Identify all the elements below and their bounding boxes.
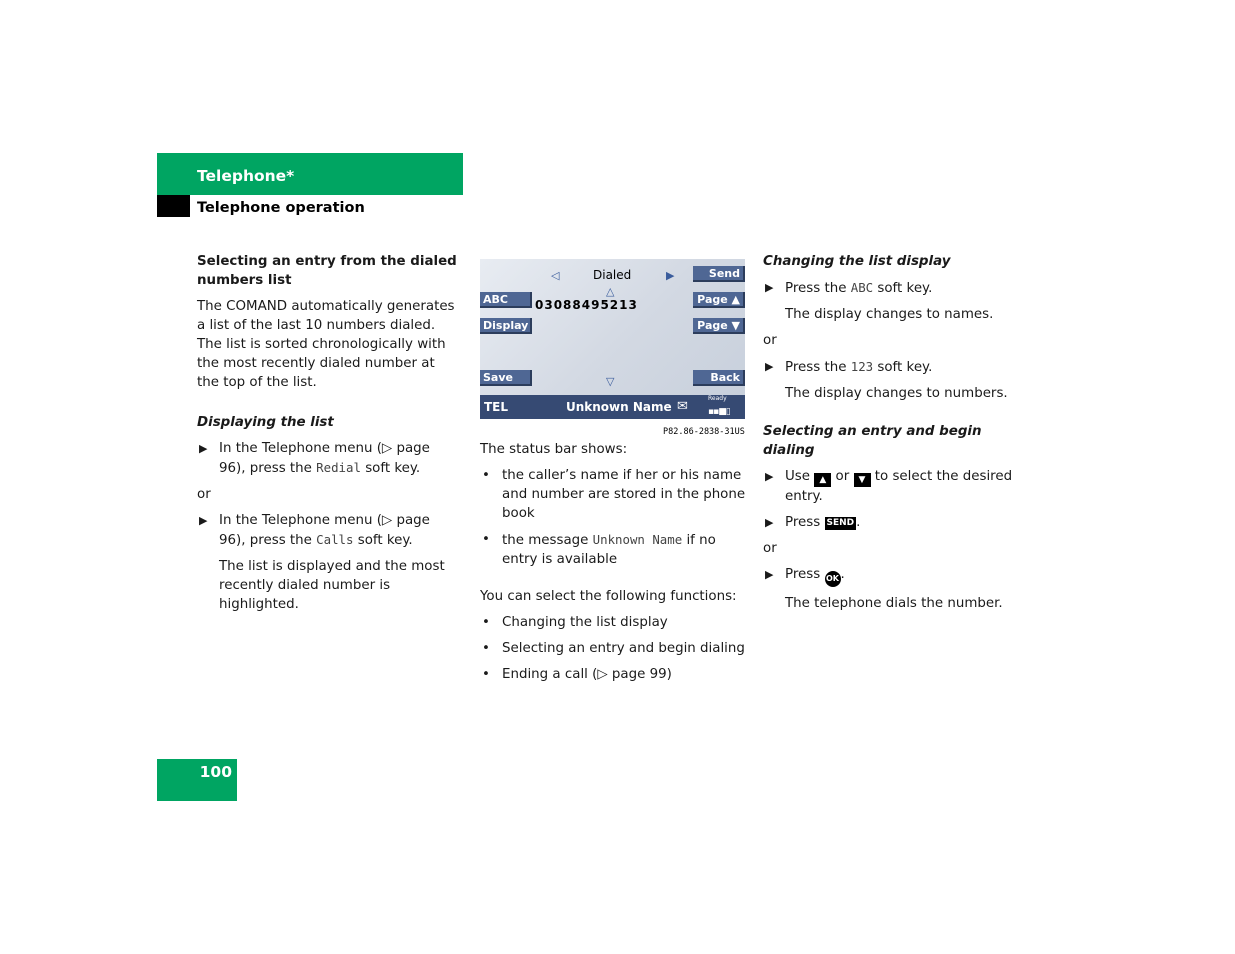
result-text: The display changes to names. xyxy=(785,307,994,322)
step-press-ok: ▶ Press OK . xyxy=(763,565,1025,587)
arrow-up-key-icon: ▲ xyxy=(814,473,831,487)
softkey-redial: Redial xyxy=(316,460,361,475)
heading-changing-display: Changing the list display xyxy=(763,254,951,269)
back-softkey[interactable]: Back xyxy=(693,370,745,386)
display-softkey[interactable]: Display xyxy=(480,318,532,334)
status-caller-name: Unknown Name xyxy=(566,400,672,414)
chapter-title: Telephone* xyxy=(197,167,295,185)
list-item: • Ending a call (▷ page 99) xyxy=(482,667,672,682)
softkey-abc: ABC xyxy=(850,280,874,295)
column-right xyxy=(763,252,1025,620)
arrow-down-key-icon: ▼ xyxy=(854,473,871,487)
step-triangle-icon: ▶ xyxy=(199,442,208,455)
heading-select-dial: Selecting an entry and begin dialing xyxy=(763,424,982,458)
step-triangle-icon: ▶ xyxy=(765,516,774,529)
step-press-send: ▶ Press SEND . xyxy=(765,515,861,530)
step-calls: ▶ In the Telephone menu (▷ page 96), press the Calls soft key. xyxy=(199,513,430,548)
result-text: The display changes to numbers. xyxy=(785,386,1008,401)
column-left xyxy=(197,252,459,621)
left-arrow-icon: ◁ xyxy=(551,269,560,282)
result-text: The list is displayed and the most recently dialed number is highlighted. xyxy=(219,559,445,612)
up-arrow-icon: △ xyxy=(606,285,615,298)
page-down-softkey[interactable]: Page ▼ xyxy=(693,318,745,334)
intro-paragraph: The COMAND automatically generates a list of the last 10 numbers dialed. The list is sorted chronologically with the most recently dialed number at the top of the list. xyxy=(197,299,455,390)
abc-softkey[interactable]: ABC xyxy=(480,292,532,308)
envelope-icon: ✉ xyxy=(677,399,688,414)
step-triangle-icon: ▶ xyxy=(199,514,208,527)
save-softkey[interactable]: Save xyxy=(480,370,532,386)
or-text: or xyxy=(763,333,777,348)
page-number: 100 xyxy=(199,763,232,781)
step-redial: ▶ In the Telephone menu (▷ page 96), press the Redial soft key. xyxy=(199,441,430,476)
send-key-icon: SEND xyxy=(826,518,855,528)
screen-display xyxy=(480,259,745,395)
status-bar xyxy=(480,395,745,419)
list-item: • the message Unknown Name if no entry is available xyxy=(482,532,716,567)
section-title: Telephone operation xyxy=(197,200,365,216)
message-unknown-name: Unknown Name xyxy=(592,532,683,547)
right-arrow-icon: ▶ xyxy=(666,269,675,282)
step-triangle-icon: ▶ xyxy=(765,360,774,373)
step-triangle-icon: ▶ xyxy=(765,470,774,483)
result-text: The telephone dials the number. xyxy=(785,596,1003,611)
step-use-arrows: ▶ Use ▲ or ▼ to select the desired entry. xyxy=(765,469,1013,504)
status-tel: TEL xyxy=(484,400,509,414)
signal-strength-icon: ▪▪■▯ xyxy=(708,407,730,417)
page-up-softkey[interactable]: Page ▲ xyxy=(693,292,745,308)
column-middle xyxy=(480,440,748,691)
step-123: ▶ Press the 123 soft key. xyxy=(765,359,933,375)
status-ready: Ready xyxy=(708,395,727,402)
send-softkey[interactable]: Send xyxy=(693,266,745,282)
softkey-calls: Calls xyxy=(316,532,354,547)
step-abc: ▶ Press the ABC soft key. xyxy=(765,280,933,296)
list-item: • Changing the list display xyxy=(482,615,668,630)
or-text: or xyxy=(763,541,777,556)
softkey-123: 123 xyxy=(850,359,874,374)
ok-key-icon: OK xyxy=(825,571,841,587)
screen-title: Dialed xyxy=(593,268,632,282)
or-text: or xyxy=(197,487,211,502)
heading-dialed-list: Selecting an entry from the dialed numbers list xyxy=(197,254,457,288)
heading-displaying-list: Displaying the list xyxy=(197,415,334,430)
dialed-number: 03088495213 xyxy=(535,298,638,312)
list-item: • Selecting an entry and begin dialing xyxy=(482,641,745,656)
step-triangle-icon: ▶ xyxy=(765,281,774,294)
status-intro: The status bar shows: xyxy=(480,442,628,457)
list-item: • the caller’s name if her or his name and number are stored in the phone book xyxy=(482,468,746,521)
down-arrow-icon: ▽ xyxy=(606,375,615,388)
step-triangle-icon: ▶ xyxy=(765,568,774,581)
comand-screen xyxy=(480,259,745,419)
functions-intro: You can select the following functions: xyxy=(480,589,737,604)
figure-reference: P82.86-2838-31US xyxy=(663,427,745,437)
section-tab xyxy=(157,195,190,217)
